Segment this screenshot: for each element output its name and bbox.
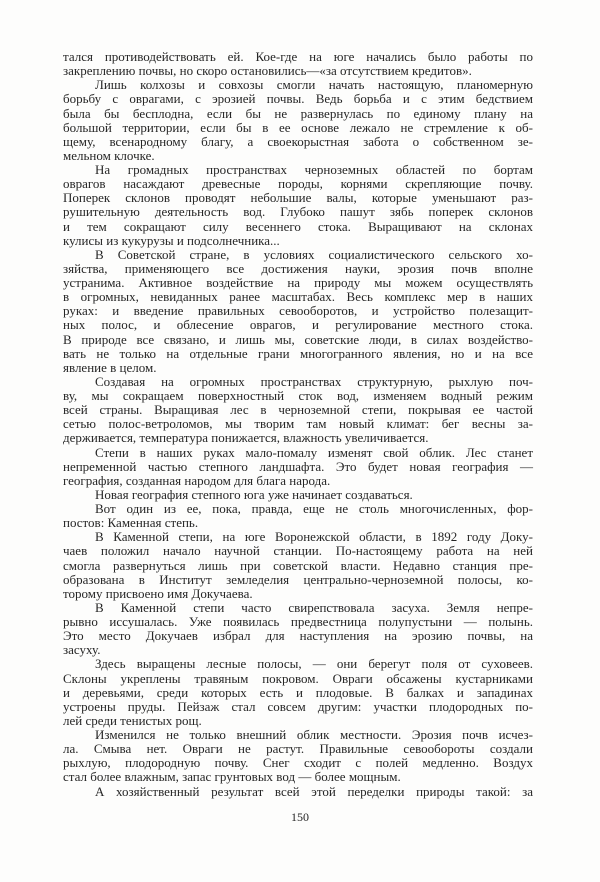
text-line: кулисы из кукурузы и подсолнечника... <box>63 232 280 248</box>
paragraph <box>63 785 533 799</box>
text-line: А хозяйственный результат всей этой переделки природы такой: за <box>95 783 533 799</box>
text-line: Склоны укреплены травяным покровом. Овраги обсажены кустарниками <box>63 670 533 686</box>
text-line: Это место Докучаев избрал для наступления на эрозию почвы, на <box>63 628 533 644</box>
text-line: Вот один из ее, пока, правда, еще не столь многочисленных, фор- <box>95 501 533 516</box>
paragraph <box>63 502 533 530</box>
text-line: зяйства, применяющего все достижения науки, эрозия почв вполне <box>63 260 533 276</box>
text-line: вать не только на отдельные грани многогранного явления, но и на все <box>63 345 533 361</box>
text-line: торому присвоено имя Докучаева. <box>63 585 253 601</box>
text-line: непременной частью степного ландшафта. Это будет новая география — <box>63 458 533 474</box>
text-line: тался противодействовать ей. Кое-где на юге начались было работы по <box>63 49 533 64</box>
text-line: в огромных, невиданных ранее масштабах. Весь комплекс мер в наших <box>63 289 533 305</box>
text-line: большой территории, если бы в ее основе лежало не стремление к об- <box>63 119 533 135</box>
paragraph <box>63 728 533 785</box>
text-line: Создавая на огромных пространствах структурную, рыхлую поч- <box>95 373 533 389</box>
page-number: 150 <box>291 810 309 824</box>
text-line: ву, мы сокращаем поверхностный сток вод, изменяем водный режим <box>63 388 533 403</box>
text-line: смогла развернуться лишь при советской власти. Недавно станция пре- <box>63 557 533 573</box>
text-line: В Советской стране, в условиях социалистического сельского хо- <box>95 246 533 262</box>
text-line: образована в Институт земледелия центрально-черноземной полосы, ко- <box>63 571 533 587</box>
text-line: борьбу с оврагами, с эрозией почвы. Ведь борьба и с этим бедствием <box>63 91 533 107</box>
text-line: явление в целом. <box>63 359 157 375</box>
text-line: засуху. <box>63 642 101 658</box>
text-line: оврагов насаждают древесные породы, корнями скрепляющие почву. <box>63 176 533 192</box>
text-line: ла. Смыва нет. Овраги не растут. Правильные севообороты создали <box>63 741 533 757</box>
text-line: На громадных пространствах черноземных областей по бортам <box>95 162 533 177</box>
paragraph <box>63 446 533 488</box>
text-line: стал более влажным, запас грунтовых вод — более мощным. <box>63 769 401 785</box>
text-line: В Каменной степи часто свирепствовала засуха. Земля непре- <box>95 599 533 615</box>
paragraph <box>63 50 533 78</box>
paragraph <box>63 488 533 502</box>
text-line: Изменился не только внешний облик местности. Эрозия почв исчез- <box>95 727 533 742</box>
text-line: Новая география степного юга уже начинает создаваться. <box>95 486 413 502</box>
text-line: всей страны. Выращивая лес в черноземной степи, покрывая ее частой <box>63 402 533 418</box>
text-line: Степи в наших руках мало-помалу изменят свой облик. Лес станет <box>95 444 533 460</box>
text-line: ных полос, и облесение оврагов, и регулирование местного стока. <box>63 317 533 333</box>
text-line: мельном клочке. <box>63 147 155 163</box>
body-text <box>63 50 533 799</box>
text-line: рывно иссушалась. Уже появилась предвестница полупустыни — полынь. <box>63 614 533 629</box>
text-line: лей среди тенистых рощ. <box>63 712 202 728</box>
text-line: устроены пруды. Пейзаж стал совсем другим: участки плодородных по- <box>63 698 533 714</box>
text-line: Лишь колхозы и совхозы смогли начать настоящую, планомерную <box>95 77 533 93</box>
text-line: В природе все связано, и лишь мы, советские люди, в силах воздейство- <box>63 331 533 347</box>
paragraph <box>63 601 533 658</box>
text-line: рыхлую, плодородную почву. Снег сходит с полей медленно. Воздух <box>63 755 533 771</box>
text-line: щему, всенародному благу, а своекорыстная забота о собственном зе- <box>63 133 533 149</box>
text-line: география, созданная народом для блага народа. <box>63 472 331 488</box>
text-line: руках: и введение правильных севооборотов, и устройство полезащит- <box>63 303 533 319</box>
text-line: рушительную деятельность вод. Глубоко пашут зябь поперек склонов <box>63 204 533 220</box>
text-line: чаев положил начало научной станции. По-настоящему работа на ней <box>63 543 533 559</box>
paragraph <box>63 657 533 728</box>
text-line: постов: Каменная степь. <box>63 515 199 531</box>
text-line: и тем сокращают силу весеннего стока. Выращивают на склонах <box>63 218 533 234</box>
text-line: Поперек склонов проводят небольшие валы, которые уменьшают раз- <box>63 190 533 206</box>
text-line: В Каменной степи, на юге Воронежской области, в 1892 году Доку- <box>95 529 533 545</box>
text-line: была бы бесплодна, если бы не развернулась по единому плану на <box>63 105 533 121</box>
paragraph <box>63 248 533 375</box>
paragraph <box>63 163 533 248</box>
text-line: и деревьями, среди которых есть и плодовые. В балках и западинах <box>63 684 533 700</box>
paragraph <box>63 375 533 446</box>
paragraph <box>63 78 533 163</box>
text-line: сетью полос-ветроломов, мы творим там новый климат: бег весны за- <box>63 416 533 432</box>
text-line: закреплению почвы, но скоро остановились—«за отсутствием кредитов». <box>63 63 472 79</box>
text-line: держивается, температура понижается, влажность увеличивается. <box>63 430 429 446</box>
text-line: Здесь выращены лесные полосы, — они берегут поля от суховеев. <box>95 656 533 672</box>
paragraph <box>63 530 533 601</box>
text-line: устранима. Активное воздействие на природу мы можем осуществлять <box>63 275 533 290</box>
